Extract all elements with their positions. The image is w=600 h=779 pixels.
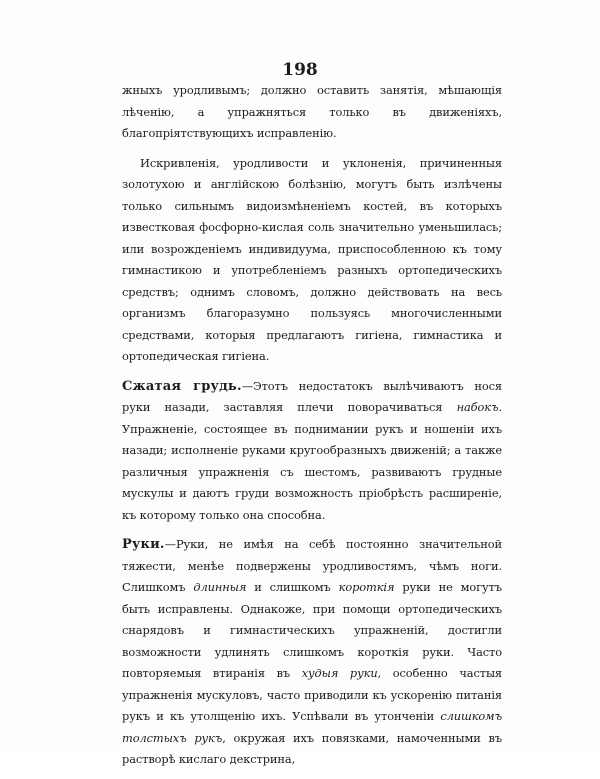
body-text (122, 80, 502, 779)
text-run: и слишкомъ (246, 580, 339, 594)
paragraph (122, 80, 502, 145)
text-run: руки не могутъ быть исправлены. Однакоже, при помощи ортопедическихъ снарядовъ и гимнастическихъ упражненій, достигли возможности удлинять слишкомъ короткія руки. Часто повторяемыя втиранія въ (122, 580, 502, 680)
emphasis-text: худыя руки (301, 666, 378, 680)
emphasis-text: набокъ (456, 400, 499, 414)
emphasis-text: короткія (338, 580, 395, 594)
page-number: 198 (282, 60, 318, 80)
paragraph (122, 376, 502, 527)
emphasis-text: слишкомъ толстыхъ рукъ (122, 709, 502, 745)
paragraph (122, 534, 502, 771)
section-heading: Руки. (122, 537, 165, 552)
emphasis-text: длинныя (193, 580, 247, 594)
text-run: Искривленія, уродливости и уклоненія, причиненныя золотухою и англійскою болѣзнію, могутъ быть излѣчены только сильнымъ видоизмѣненіемъ костей, въ которыхъ известковая фосфорно-кислая соль значительно уменьшилась; или возрожденіемъ индивидуума, приспособленною къ тому гимнастикою и употребленіемъ разныхъ ортопедическихъ средствъ; однимъ словомъ, должно действовать на весь организмъ благоразумно пользуясь многочисленными средствами, которыя предлагаютъ гигіена, гимнастика и ортопедическая гигіена. (122, 155, 502, 363)
section-heading: Сжатая грудь. (122, 378, 242, 394)
text-run: , окружая ихъ повязками, намоченными въ растворѣ кислаго декстрина, (122, 730, 502, 766)
text-run: , особенно частыя упражненія мускуловъ, часто приводили къ ускоренію питанія рукъ и къ утолщенію ихъ. Успѣвали въ утонченіи (122, 666, 503, 723)
text-run: . Упражненіе, состоящее въ поднимании рукъ и ношеніи ихъ назади; исполненіе руками кругообразныхъ движеній; а также различныя упражненія съ шестомъ, развиваютъ грудные мускулы и даютъ груди возможность пріобрѣсть расширеніе, къ которому только она способна. (122, 400, 502, 522)
text-run: жныхъ уродливымъ; должно оставить занятія, мѣшающія лѣченію, а упражняться только въ движеніяхъ, благопріятствующихъ исправленію. (122, 83, 502, 140)
text-run: —Этотъ недостатокъ вылѣчиваютъ нося руки назади, заставляя плечи поворачиваться (122, 378, 502, 414)
paragraph (122, 153, 502, 368)
text-run: —Руки, не имѣя на себѣ постоянно значительной тяжести, менѣе подвержены уродливостямъ, чѣмъ ноги. Слишкомъ (122, 537, 502, 594)
